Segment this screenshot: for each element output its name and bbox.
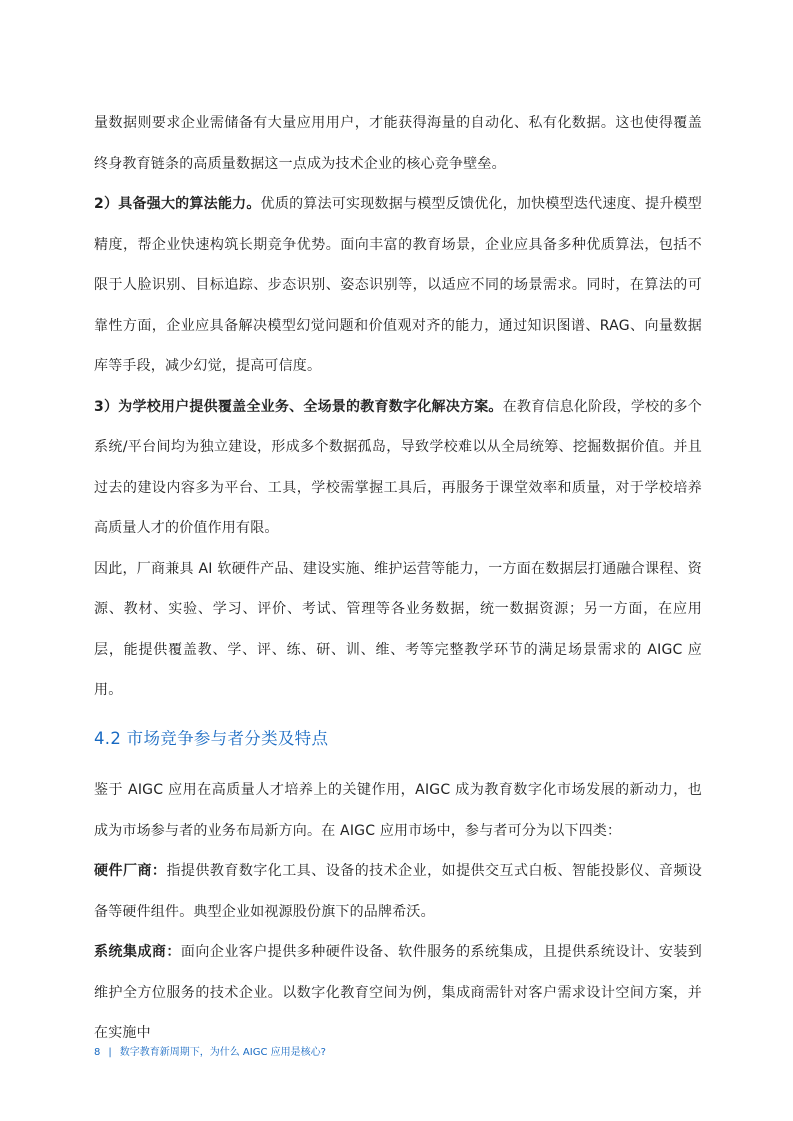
paragraph-text: 在教育信息化阶段，学校的多个系统/平台间均为独立建设，形成多个数据孤岛，导致学校难以从全局统筹、挖掘数据价值。并且过去的建设内容多为平台、工具，学校需掌握工具后，再服务于课堂效率和质量，对于学校培养高质量人才的价值作用有限。: [94, 398, 702, 536]
paragraph-lead: 系统集成商：: [94, 944, 181, 960]
paragraph-lead: 2）具备强大的算法能力。: [94, 196, 261, 212]
paragraph: [94, 184, 702, 387]
paragraph-text: 鉴于 AIGC 应用在高质量人才培养上的关键作用，AIGC 成为教育数字化市场发展的新动力，也成为市场参与者的业务布局新方向。在 AIGC 应用市场中，参与者可分为以下四类：: [94, 782, 702, 839]
paragraph-text: 优质的算法可实现数据与模型反馈优化，加快模型迭代速度、提升模型精度，帮企业快速构筑长期竞争优势。面向丰富的教育场景，企业应具备多种优质算法，包括不限于人脸识别、目标追踪、步态识别、姿态识别等，以适应不同的场景需求。同时，在算法的可靠性方面，企业应具备解决模型幻觉问题和价值观对齐的能力，通过知识图谱、RAG、向量数据库等手段，减少幻觉，提高可信度。: [94, 196, 703, 374]
paragraph: [94, 851, 702, 932]
body-text-top: [94, 103, 702, 711]
document-title: 数字教育新周期下，为什么 AIGC 应用是核心?: [119, 1047, 326, 1058]
paragraph-text: 量数据则要求企业需储备有大量应用用户，才能获得海量的自动化、私有化数据。这也使得覆盖终身教育链条的高质量数据这一点成为技术企业的核心竞争壁垒。: [94, 115, 702, 172]
page-number: 8: [94, 1047, 101, 1058]
paragraph: [94, 932, 702, 1054]
paragraph: [94, 549, 702, 711]
paragraph: [94, 103, 702, 184]
paragraph-lead: 3）为学校用户提供覆盖全业务、全场景的教育数字化解决方案。: [94, 398, 503, 415]
page-footer: [94, 1043, 326, 1058]
footer-separator: |: [108, 1047, 112, 1058]
paragraph: [94, 770, 702, 851]
section-heading: 4.2 市场竞争参与者分类及特点: [94, 729, 329, 748]
paragraph: [94, 387, 702, 549]
body-text-bottom: [94, 770, 702, 1054]
paragraph-lead: 硬件厂商：: [94, 863, 167, 879]
paragraph-text: 因此，厂商兼具 AI 软硬件产品、建设实施、维护运营等能力，一方面在数据层打通融合课程、资源、教材、实验、学习、评价、考试、管理等各业务数据，统一数据资源；另一方面，在应用层，能提供覆盖教、学、评、练、研、训、维、考等完整教学环节的满足场景需求的 AIGC 应用。: [94, 560, 702, 698]
paragraph-text: 面向企业客户提供多种硬件设备、软件服务的系统集成，且提供系统设计、安装到维护全方位服务的技术企业。以数字化教育空间为例，集成商需针对客户需求设计空间方案，并在实施中: [94, 944, 703, 1041]
paragraph-text: 指提供教育数字化工具、设备的技术企业，如提供交互式白板、智能投影仪、音频设备等硬件组件。典型企业如视源股份旗下的品牌希沃。: [94, 863, 702, 920]
